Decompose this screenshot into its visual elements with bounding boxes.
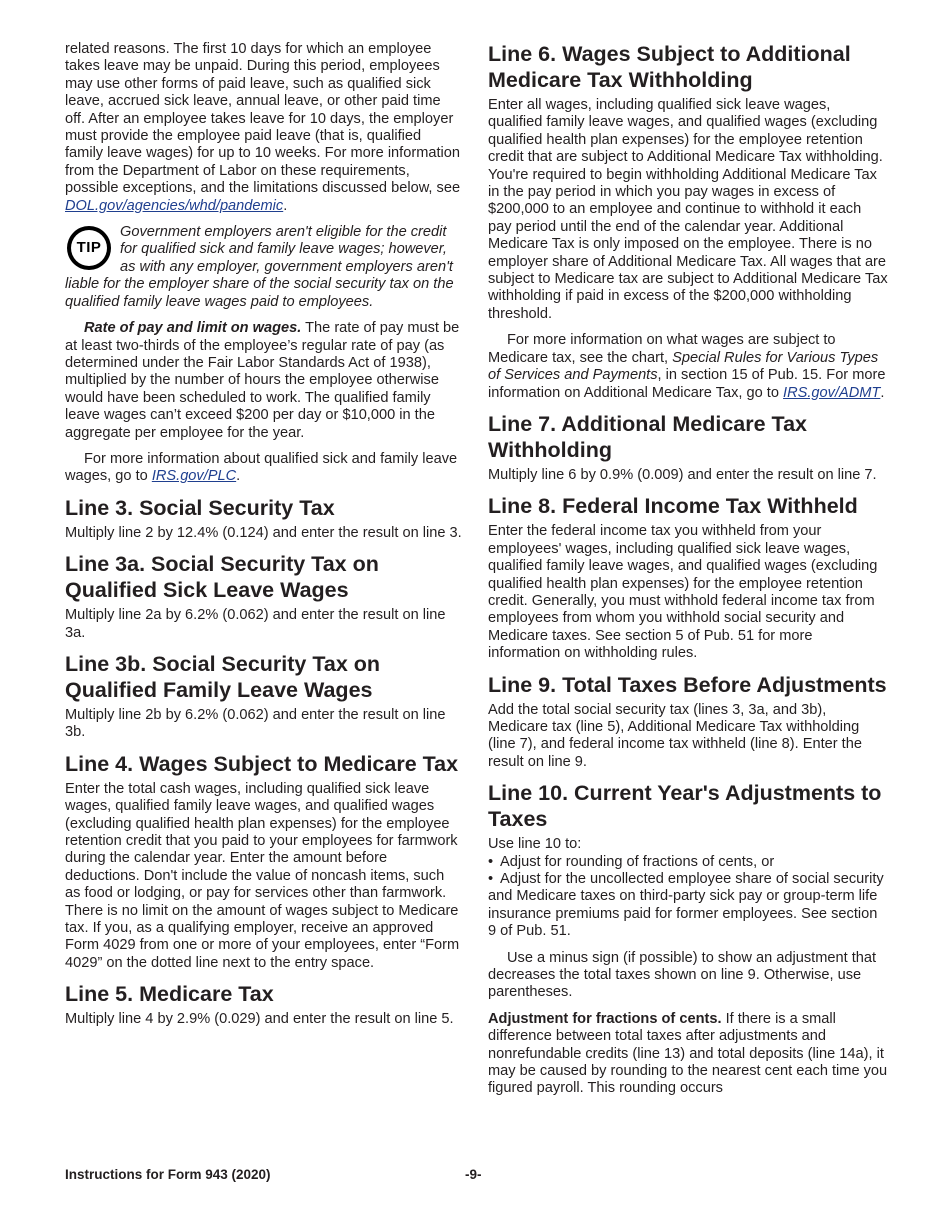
irs-admt-link[interactable]: IRS.gov/ADMT [783,384,881,401]
left-column [65,41,463,1038]
heading-line3: Line 3. Social Security Tax [65,495,335,520]
fractions-paragraph [488,1011,888,1098]
line4-text: Enter the total cash wages, including qualified sick leave wages, qualified family leave wages, and qualified wages (excluding qualified health plan expenses) for the employee retention credit that you paid to your employees for farmwork during the calendar year. Enter the amount before deductions. Don't include the value of noncash items, such as food or lodging, or pay for services other than farmwork. There is no limit on the amount of wages subject to Medicare tax. If you, as a qualifying employer, receive an approved Form 4029 from one or more of your employees, enter “Form 4029” on the dotted line next to the entry space. [65,780,460,971]
line3b-text: Multiply line 2b by 6.2% (0.062) and enter the result on line 3b. [65,706,446,741]
line10-intro: Use line 10 to: [488,836,582,853]
bullet-1-text: Adjust for rounding of fractions of cents, or [500,853,775,870]
fractions-text: If there is a small difference between total taxes after adjustments and nonrefundable credits (line 13) and total deposits (line 14a), it may be caused by rounding to the nearest cent each time you figured payroll. This rounding occurs [488,1010,888,1097]
bullet-2-text: Adjust for the uncollected employee share of social security and Medicare taxes on third-party sick pay or group-term life insurance premiums paid for former employees. See section 9 of Pub. 51. [488,871,884,940]
rate-runin-heading: Rate of pay and limit on wages. [84,320,302,337]
heading-line8: Line 8. Federal Income Tax Withheld [488,494,858,519]
rate-text: The rate of pay must be at least two-thirds of the employee’s regular rate of pay (as determined under the Fair Labor Standards Act of 1938), multiplied by the number of hours the employee otherwise would have been scheduled to work. The qualified family leave wages can’t exceed $200 per day or $10,000 in the aggregate per employee for the year. [65,320,460,441]
fractions-runin-heading: Adjustment for fractions of cents. [488,1010,722,1027]
intro-end: . [283,197,288,214]
more-info-text: For more information about qualified sick and family leave wages, go to [65,450,458,485]
line6b-text-1: For more information on what wages are subject to Medicare tax, see the chart, [488,332,836,366]
irs-plc-link[interactable]: IRS.gov/PLC [151,468,237,485]
footer-title: Instructions for Form 943 (2020) [65,1167,271,1182]
line6b-chart-title: Special Rules for Various Types of Services and Payments [488,349,879,384]
page-footer [65,1167,888,1187]
heading-line3b: Line 3b. Social Security Tax on Qualified Family Leave Wages [65,651,381,702]
line6b-end: . [880,384,885,401]
tip-box [65,224,463,311]
line3-text: Multiply line 2 by 12.4% (0.124) and enter the result on line 3. [65,524,462,541]
line8-text: Enter the federal income tax you withheld from your employees' wages, including qualified sick leave wages, qualified family leave wages, and qualified wages (excluding qualified health plan expenses) for the employee retention credit. Generally, you must withhold federal income tax from employees from whom you withhold social security and Medicare taxes. See section 5 of Pub. 51 for more information on withholding rules. [488,523,878,662]
rate-paragraph [65,320,463,442]
line5-text: Multiply line 4 by 2.9% (0.029) and enter the result on line 5. [65,1011,454,1028]
line6b-text-2: , in section 15 of Pub. 15. For more information on Additional Medicare Tax, go to [488,367,886,401]
bullet-icon: • [488,871,494,887]
intro-text: related reasons. The first 10 days for which an employee takes leave may be unpaid. During this period, employees may use other forms of paid leave, such as qualified sick leave, accrued sick leave, annual leave, or other paid time off. After an employee takes leave for 10 days, the employer must provide the employee paid leave (that is, qualified family leave wages) for up to 10 weeks. For more information from the Department of Labor on these requirements, possible exceptions, and the limitations discussed below, see [65,41,461,197]
tip-text: Government employers aren't eligible for the credit for qualified sick and family leave wages; however, as with any employer, government employers aren't liable for the employer share of the social security tax on the qualified family leave wages paid to employees. [65,224,454,310]
heading-line4: Line 4. Wages Subject to Medicare Tax [65,751,459,776]
line6-more-info [488,332,888,402]
right-column [488,41,888,1107]
list-item [488,871,888,941]
tip-label: TIP [71,230,107,266]
line10-bullet-list [488,854,888,941]
heading-line9: Line 9. Total Taxes Before Adjustments [488,672,887,697]
page-number: -9- [465,1167,482,1182]
heading-line7: Line 7. Additional Medicare Tax Withholding [488,411,807,462]
line3a-text: Multiply line 2a by 6.2% (0.062) and enter the result on line 3a. [65,607,446,641]
dol-pandemic-link[interactable]: DOL.gov/agencies/whd/pandemic [65,197,284,214]
minus-sign-paragraph: Use a minus sign (if possible) to show an adjustment that decreases the total taxes shown on line 9. Otherwise, use parentheses. [488,949,877,1001]
more-info-paragraph [65,451,463,486]
line9-text: Add the total social security tax (lines 3, 3a, and 3b), Medicare tax (line 5), Additional Medicare Tax withholding (line 7), and federal income tax withheld (line 8). Enter the result on line 9. [488,701,862,770]
heading-line10: Line 10. Current Year's Adjustments to Taxes [488,781,882,832]
intro-paragraph [65,41,463,215]
list-item [488,854,888,871]
heading-line5: Line 5. Medicare Tax [65,982,274,1007]
tip-icon [67,226,111,270]
heading-line3a: Line 3a. Social Security Tax on Qualified Sick Leave Wages [65,552,379,603]
bullet-icon: • [488,853,494,870]
heading-line6: Line 6. Wages Subject to Additional Medicare Tax Withholding [488,42,851,92]
line7-text: Multiply line 6 by 0.9% (0.009) and enter the result on line 7. [488,466,877,483]
line6-text: Enter all wages, including qualified sick leave wages, qualified family leave wages, and qualified wages (excluding qualified health plan expenses) for the employee retention credit that are subject to Additional Medicare Tax withholding. You're required to begin withholding Additional Medicare Tax in the pay period in which you pay wages in excess of $200,000 to an employee and continue to withhold it each pay period until the end of the calendar year. Additional Medicare Tax is only imposed on the employee. There is no employer share of Additional Medicare Tax. All wages that are subject to Medicare tax are subject to Additional Medicare Tax withholding if paid in excess of the $200,000 withholding threshold. [488,97,888,322]
more-info-end: . [236,468,241,485]
